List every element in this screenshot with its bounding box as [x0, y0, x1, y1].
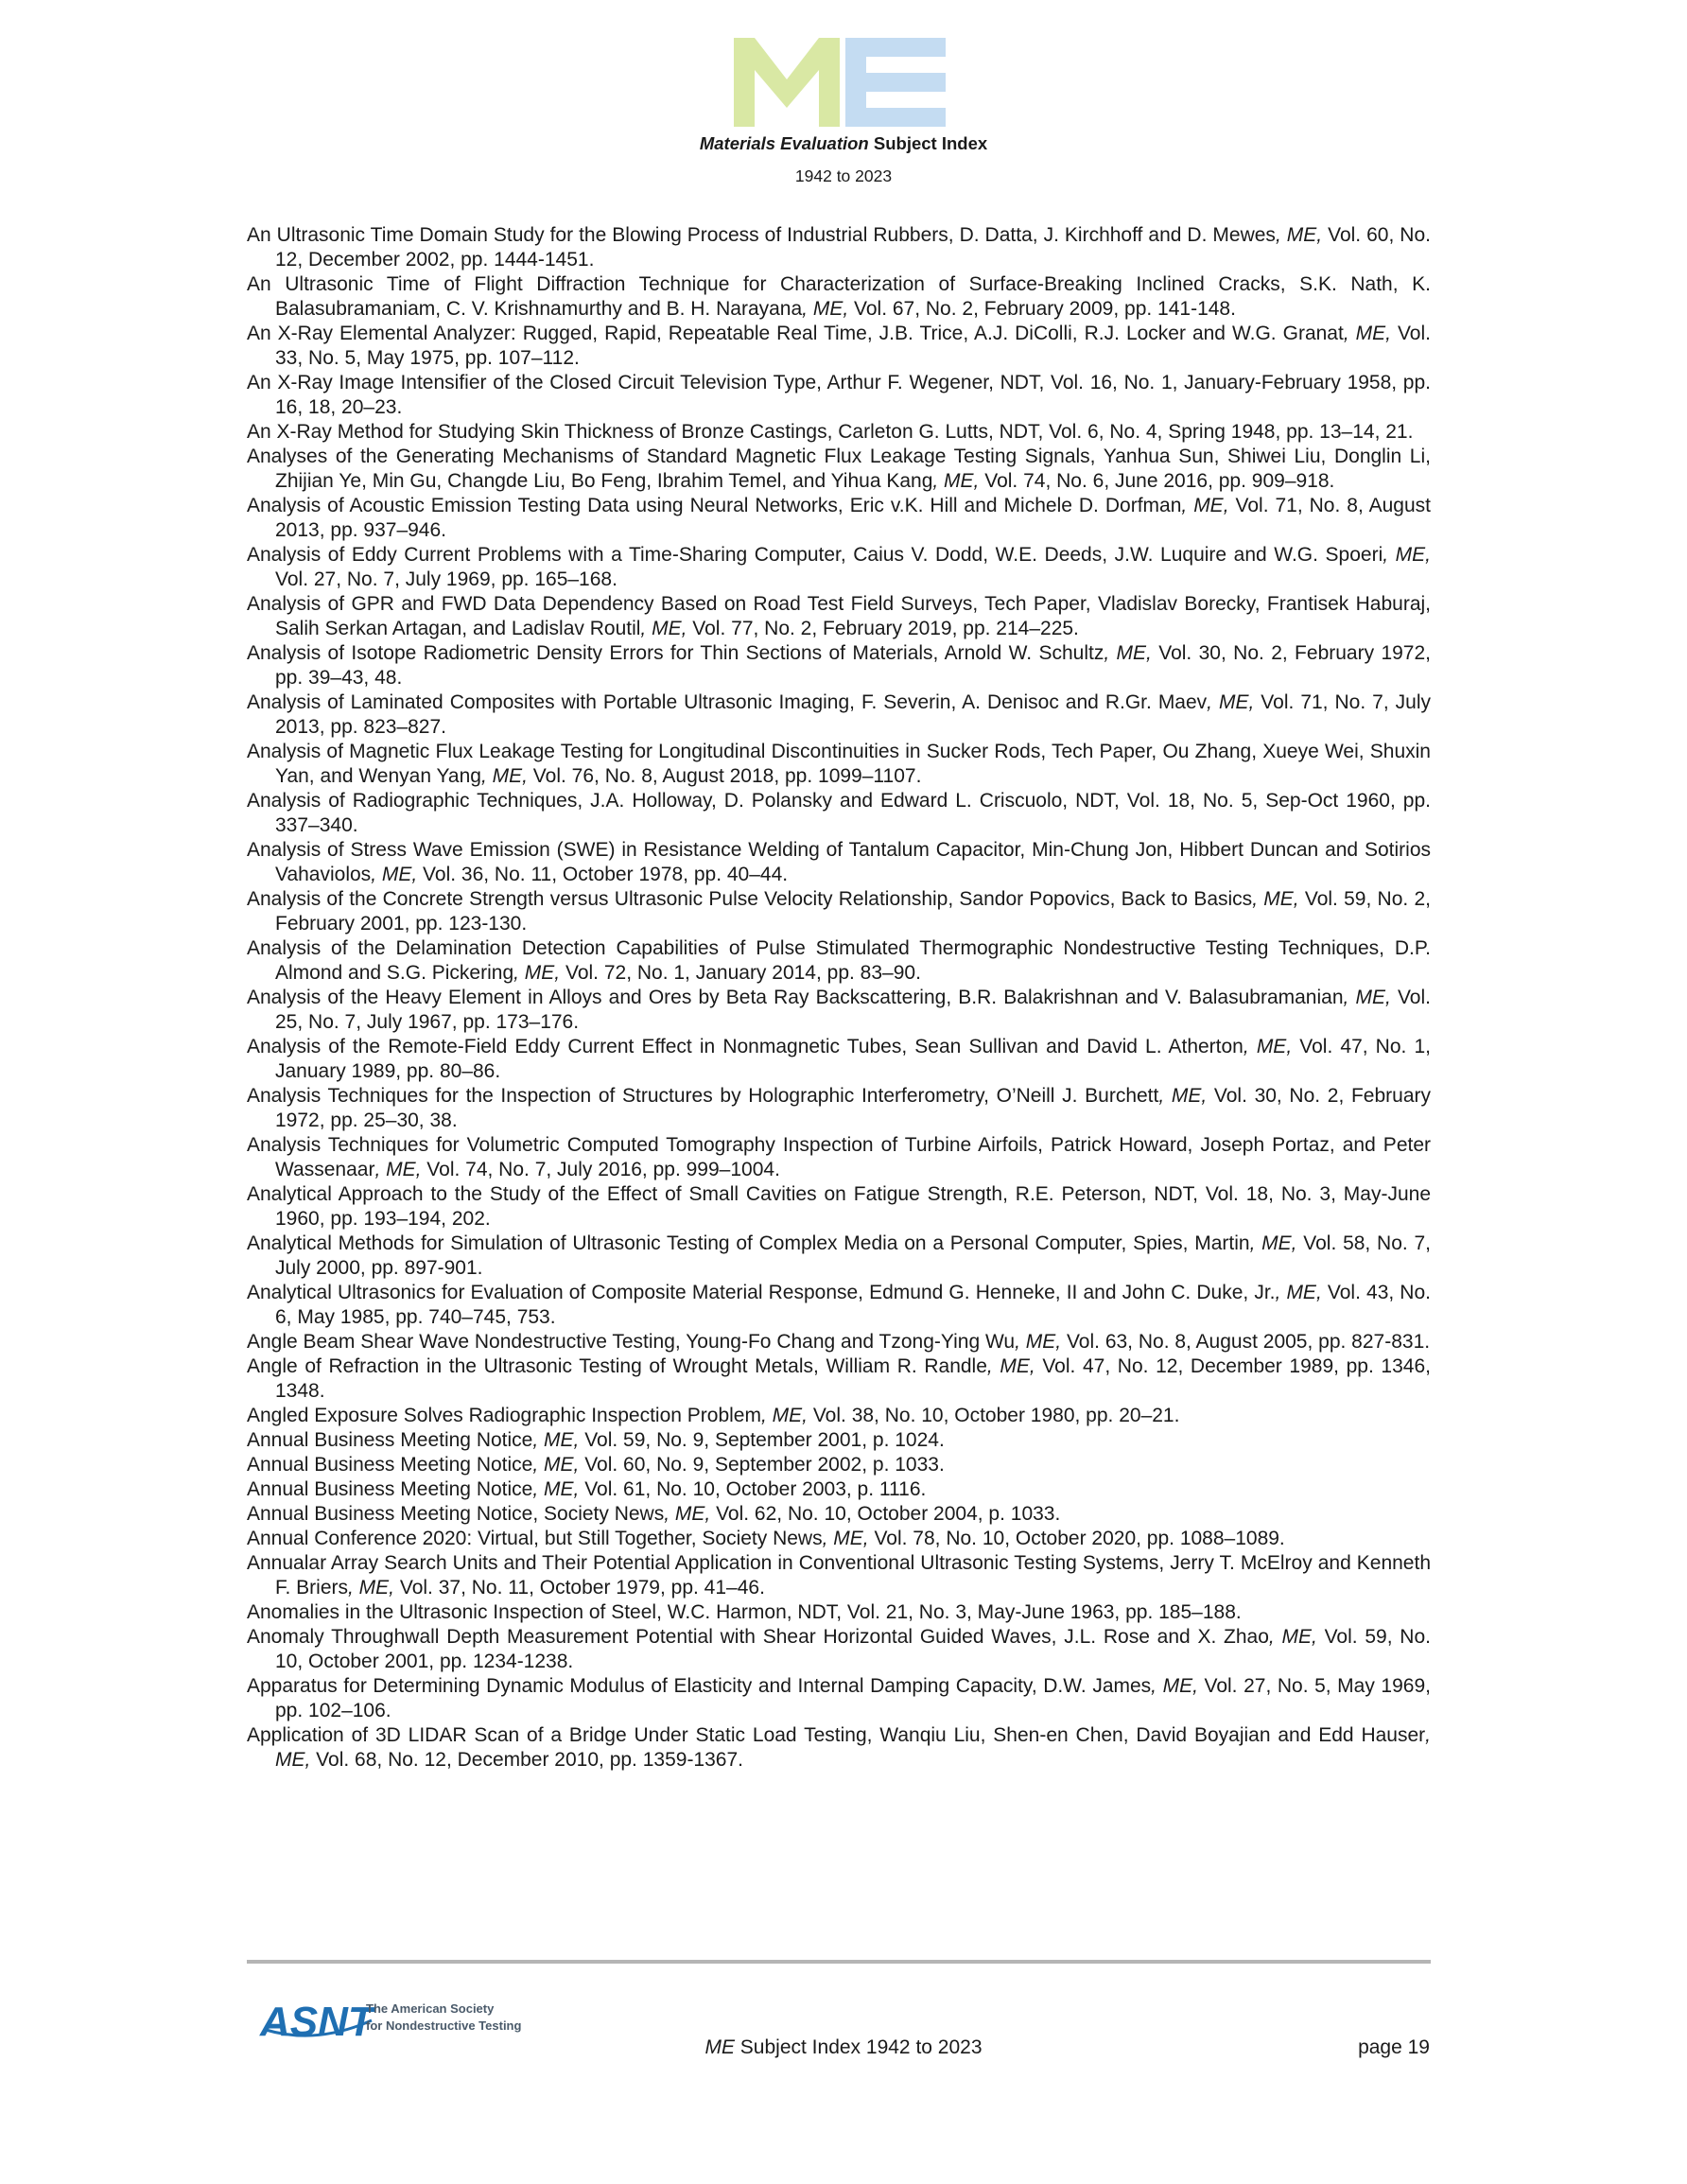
index-entry: [247, 789, 1431, 838]
entry-title-authors: Annualar Array Search Units and Their Potential Application in Conventional Ultrasonic Testing Systems, Jerry T. McElroy and Kenneth F. Briers: [247, 1552, 1431, 1599]
index-entry: [247, 1404, 1431, 1428]
index-entry: [247, 1232, 1431, 1281]
index-entry: [247, 371, 1431, 420]
page-number: page 19: [1358, 2036, 1430, 2058]
entry-citation: Vol. 62, No. 10, October 2004, p. 1033.: [710, 1503, 1061, 1525]
index-entry: [247, 740, 1431, 789]
entry-journal: , ME,: [513, 962, 561, 984]
index-entry: [247, 1182, 1431, 1232]
index-entry: [247, 592, 1431, 641]
index-entry: [247, 690, 1431, 740]
entry-citation: Vol. 59, No. 2, February 2001, pp. 123-130.: [275, 888, 1431, 935]
entry-title-authors: Analysis of the Heavy Element in Alloys and Ores by Beta Ray Backscattering, B.R. Balakrishnan and V. Balasubramanian: [247, 987, 1344, 1008]
index-entry: [247, 543, 1431, 592]
entry-title-authors: Analytical Methods for Simulation of Ultrasonic Testing of Complex Media on a Personal Computer, Spies, Martin: [247, 1232, 1250, 1254]
index-entry: [247, 272, 1431, 322]
entry-title-authors: Analysis of Laminated Composites with Portable Ultrasonic Imaging, F. Severin, A. Denisoc and R.Gr. Maev: [247, 691, 1208, 713]
index-years: 1942 to 2023: [794, 166, 893, 185]
index-entry: [247, 420, 1431, 445]
footer-title-rest: Subject Index 1942 to 2023: [734, 2036, 983, 2058]
entry-journal: , ME,: [348, 1577, 395, 1599]
entry-journal: , ME,: [1252, 888, 1299, 910]
entry-title-authors: Analysis Techniques for Volumetric Computed Tomography Inspection of Turbine Airfoils, Patrick Howard, Joseph Portaz, and Peter Wassenaar: [247, 1134, 1431, 1180]
entry-title-authors: Angled Exposure Solves Radiographic Inspection Problem: [247, 1405, 761, 1426]
entry-title-authors: Annual Business Meeting Notice, Society News: [247, 1503, 665, 1525]
entry-title-authors: Analysis of Isotope Radiometric Density Errors for Thin Sections of Materials, Arnold W. Schultz: [247, 642, 1104, 664]
entry-journal: , ME,: [1158, 1085, 1208, 1107]
entry-citation: Vol. 71, No. 8, August 2013, pp. 937–946.: [275, 495, 1431, 541]
index-entry-list: [247, 223, 1431, 1773]
entry-title-authors: Analysis of Magnetic Flux Leakage Testing for Longitudinal Discontinuities in Sucker Rods, Tech Paper, Ou Zhang, Xueye Wei, Shuxin Yan, and Wenyan Yang: [247, 741, 1431, 787]
entry-title-authors: Analysis of the Delamination Detection Capabilities of Pulse Stimulated Thermographic Nondestructive Testing Techniques, D.P. Almond and S.G. Pickering: [247, 937, 1431, 984]
entry-title-authors: Annual Conference 2020: Virtual, but Still Together, Society News: [247, 1528, 823, 1549]
index-entry: [247, 1625, 1431, 1674]
entry-journal: , ME,: [1383, 544, 1431, 566]
entry-citation: Vol. 61, No. 10, October 2003, p. 1116.: [579, 1478, 927, 1500]
entry-journal: , ME,: [802, 298, 849, 320]
entry-journal: , ME,: [532, 1454, 580, 1476]
entry-journal: , ME,: [1181, 495, 1229, 516]
index-entry: [247, 1084, 1431, 1133]
entry-title-authors: Analysis of Radiographic Techniques, J.A. Holloway, D. Polansky and Edward L. Criscuolo, NDT, Vol. 18, No. 5, Sep-Oct 1960, pp. 337–340.: [247, 790, 1431, 836]
entry-journal: , ME,: [1243, 1036, 1293, 1057]
index-entry: [247, 445, 1431, 494]
entry-citation: Vol. 68, No. 12, December 2010, pp. 1359-1367.: [310, 1749, 743, 1771]
entry-citation: Vol. 72, No. 1, January 2014, pp. 83–90.: [560, 962, 921, 984]
entry-journal: , ME,: [1343, 323, 1391, 344]
entry-title-authors: Angle of Refraction in the Ultrasonic Testing of Wrought Metals, William R. Randle: [247, 1355, 987, 1377]
index-entry: [247, 986, 1431, 1035]
entry-journal: , ME,: [480, 765, 528, 787]
index-entry: [247, 322, 1431, 371]
index-entry: [247, 936, 1431, 986]
entry-journal: , ME,: [640, 618, 687, 639]
entry-journal: , ME,: [1268, 1626, 1317, 1648]
entry-citation: Vol. 59, No. 10, October 2001, pp. 1234-1238.: [275, 1626, 1431, 1672]
entry-journal: , ME,: [371, 864, 418, 885]
entry-citation: Vol. 74, No. 7, July 2016, pp. 999–1004.: [421, 1159, 780, 1180]
index-entry: [247, 1551, 1431, 1600]
entry-journal: , ME,: [374, 1159, 422, 1180]
entry-title-authors: An Ultrasonic Time Domain Study for the Blowing Process of Industrial Rubbers, D. Datta, J. Kirchhoff and D. Mewes: [247, 224, 1276, 246]
index-entry: [247, 887, 1431, 936]
entry-title-authors: Analysis of the Remote-Field Eddy Current Effect in Nonmagnetic Tubes, Sean Sullivan and David L. Atherton: [247, 1036, 1244, 1057]
entry-title-authors: Analytical Approach to the Study of the Effect of Small Cavities on Fatigue Strength, R.E. Peterson, NDT, Vol. 18, No. 3, May-June 1960, pp. 193–194, 202.: [247, 1183, 1431, 1230]
entry-title-authors: Application of 3D LIDAR Scan of a Bridge Under Static Load Testing, Wanqiu Liu, Shen-en Chen, David Boyajian and Edd Hauser: [247, 1724, 1426, 1746]
entry-journal: , ME,: [1207, 691, 1255, 713]
entry-journal: , ME,: [1275, 1282, 1322, 1303]
index-entry: [247, 1723, 1431, 1773]
entry-title-authors: Analytical Ultrasonics for Evaluation of Composite Material Response, Edmund G. Henneke, II and John C. Duke, Jr.: [247, 1282, 1276, 1303]
entry-journal: , ME,: [1151, 1675, 1198, 1697]
entry-journal: , ME,: [1343, 987, 1391, 1008]
index-entry: [247, 1600, 1431, 1625]
entry-citation: Vol. 67, No. 2, February 2009, pp. 141-148.: [848, 298, 1236, 320]
entry-title-authors: Annual Business Meeting Notice: [247, 1478, 533, 1500]
entry-citation: Vol. 60, No. 9, September 2002, p. 1033.: [579, 1454, 945, 1476]
entry-citation: Vol. 60, No. 12, December 2002, pp. 1444-1451.: [275, 224, 1431, 271]
entry-citation: Vol. 37, No. 11, October 1979, pp. 41–46.: [394, 1577, 765, 1599]
entry-title-authors: Analysis of Eddy Current Problems with a Time-Sharing Computer, Caius V. Dodd, W.E. Deeds, J.W. Luquire and W.G. Spoeri: [247, 544, 1383, 566]
entry-citation: Vol. 30, No. 2, February 1972, pp. 25–30, 38.: [275, 1085, 1431, 1131]
entry-journal: , ME,: [760, 1405, 808, 1426]
entry-title-authors: An Ultrasonic Time of Flight Diffraction Technique for Characterization of Surface-Breaking Inclined Cracks, S.K. Nath, K. Balasubramaniam, C. V. Krishnamurthy and B. H. Narayana: [247, 273, 1431, 320]
entry-journal: , ME,: [532, 1478, 580, 1500]
entry-citation: Vol. 58, No. 7, July 2000, pp. 897-901.: [275, 1232, 1431, 1279]
entry-title-authors: Analysis of Stress Wave Emission (SWE) in Resistance Welding of Tantalum Capacitor, Min-Chung Jon, Hibbert Duncan and Sotirios Vahaviolos: [247, 839, 1431, 885]
footer-title: [0, 2035, 1687, 2060]
entry-citation: Vol. 77, No. 2, February 2019, pp. 214–225.: [687, 618, 1079, 639]
entry-citation: Vol. 47, No. 1, January 1989, pp. 80–86.: [275, 1036, 1431, 1082]
entry-citation: Vol. 47, No. 12, December 1989, pp. 1346, 1348.: [275, 1355, 1431, 1402]
index-entry: [247, 1035, 1431, 1084]
entry-journal: , ME,: [1275, 224, 1323, 246]
index-entry: [247, 1502, 1431, 1527]
index-entry: [247, 838, 1431, 887]
entry-citation: Vol. 38, No. 10, October 1980, pp. 20–21.: [808, 1405, 1180, 1426]
entry-title-authors: An X-Ray Image Intensifier of the Closed Circuit Television Type, Arthur F. Wegener, NDT, Vol. 16, No. 1, January-February 1958, pp. 16, 18, 20–23.: [247, 372, 1431, 418]
entry-citation: Vol. 33, No. 5, May 1975, pp. 107–112.: [275, 323, 1431, 369]
asnt-org-line2: for Nondestructive Testing: [366, 2018, 522, 2033]
entry-title-authors: Annual Business Meeting Notice: [247, 1429, 533, 1451]
entry-title-authors: Analyses of the Generating Mechanisms of Standard Magnetic Flux Leakage Testing Signals, Yanhua Sun, Shiwei Liu, Donglin Li, Zhijian Ye, Min Gu, Changde Liu, Bo Feng, Ibrahim Temel, and Yihua Kang: [247, 446, 1431, 492]
entry-citation: Vol. 59, No. 9, September 2001, p. 1024.: [579, 1429, 945, 1451]
index-entry: [247, 1477, 1431, 1502]
entry-citation: Vol. 36, No. 11, October 1978, pp. 40–44.: [417, 864, 789, 885]
entry-citation: Vol. 30, No. 2, February 1972, pp. 39–43, 48.: [275, 642, 1431, 689]
me-logo: [734, 38, 946, 127]
entry-journal: , ME,: [932, 470, 980, 492]
entry-title-authors: Analysis of GPR and FWD Data Dependency Based on Road Test Field Surveys, Tech Paper, Vladislav Borecky, Frantisek Haburaj, Salih Serkan Artagan, and Ladislav Routil: [247, 593, 1431, 639]
index-entry: [247, 1674, 1431, 1723]
entry-journal: , ME,: [532, 1429, 580, 1451]
asnt-org-line1: The American Society: [366, 2001, 495, 2016]
footer-title-journal: ME: [704, 2036, 735, 2058]
entry-citation: Vol. 78, No. 10, October 2020, pp. 1088–1089.: [868, 1528, 1285, 1549]
entry-citation: Vol. 76, No. 8, August 2018, pp. 1099–1107.: [527, 765, 922, 787]
entry-title-authors: An X-Ray Elemental Analyzer: Rugged, Rapid, Repeatable Real Time, J.B. Trice, A.J. DiColli, R.J. Locker and W.G. Granat: [247, 323, 1344, 344]
index-entry: [247, 494, 1431, 543]
index-entry: [247, 1354, 1431, 1404]
entry-title-authors: Analysis of Acoustic Emission Testing Data using Neural Networks, Eric v.K. Hill and Michele D. Dorfman: [247, 495, 1182, 516]
index-entry: [247, 1330, 1431, 1354]
entry-journal: , ME,: [1249, 1232, 1297, 1254]
entry-citation: Vol. 74, No. 6, June 2016, pp. 909–918.: [979, 470, 1335, 492]
index-title-journal: Materials Evaluation: [699, 133, 869, 153]
entry-citation: Vol. 43, No. 6, May 1985, pp. 740–745, 753.: [275, 1282, 1431, 1328]
entry-citation: Vol. 27, No. 7, July 1969, pp. 165–168.: [275, 568, 617, 590]
index-title-rest: Subject Index: [868, 133, 988, 153]
index-entry: [247, 1133, 1431, 1182]
entry-journal: , ME,: [822, 1528, 869, 1549]
entry-journal: , ME,: [1104, 642, 1152, 664]
entry-citation: Vol. 71, No. 7, July 2013, pp. 823–827.: [275, 691, 1431, 738]
entry-title-authors: Apparatus for Determining Dynamic Modulus of Elasticity and Internal Damping Capacity, D.W. James: [247, 1675, 1152, 1697]
asnt-logo-text: ASNT: [260, 1999, 374, 2045]
entry-citation: Vol. 63, No. 8, August 2005, pp. 827-831.: [1061, 1331, 1431, 1353]
entry-journal: , ME,: [275, 1724, 1431, 1771]
entry-journal: , ME,: [986, 1355, 1035, 1377]
index-entry: [247, 641, 1431, 690]
entry-citation: Vol. 27, No. 5, May 1969, pp. 102–106.: [275, 1675, 1431, 1721]
entry-title-authors: An X-Ray Method for Studying Skin Thickness of Bronze Castings, Carleton G. Lutts, NDT, Vol. 6, No. 4, Spring 1948, pp. 13–14, 21.: [247, 421, 1414, 443]
entry-citation: Vol. 25, No. 7, July 1967, pp. 173–176.: [275, 987, 1431, 1033]
index-title: [0, 132, 1687, 155]
index-entry: [247, 1527, 1431, 1551]
entry-journal: , ME,: [664, 1503, 711, 1525]
entry-title-authors: Angle Beam Shear Wave Nondestructive Testing, Young-Fo Chang and Tzong-Ying Wu: [247, 1331, 1016, 1353]
entry-journal: , ME,: [1015, 1331, 1062, 1353]
footer-divider: [247, 1960, 1431, 1964]
index-entry: [247, 1281, 1431, 1330]
index-entry: [247, 1428, 1431, 1453]
entry-title-authors: Annual Business Meeting Notice: [247, 1454, 533, 1476]
index-entry: [247, 223, 1431, 272]
entry-title-authors: Anomaly Throughwall Depth Measurement Potential with Shear Horizontal Guided Waves, J.L. Rose and X. Zhao: [247, 1626, 1269, 1648]
entry-title-authors: Analysis Techniques for the Inspection of Structures by Holographic Interferometry, O’Neill J. Burchett: [247, 1085, 1159, 1107]
entry-title-authors: Analysis of the Concrete Strength versus Ultrasonic Pulse Velocity Relationship, Sandor Popovics, Back to Basics: [247, 888, 1253, 910]
entry-title-authors: Anomalies in the Ultrasonic Inspection of Steel, W.C. Harmon, NDT, Vol. 21, No. 3, May-June 1963, pp. 185–188.: [247, 1601, 1242, 1623]
index-entry: [247, 1453, 1431, 1477]
